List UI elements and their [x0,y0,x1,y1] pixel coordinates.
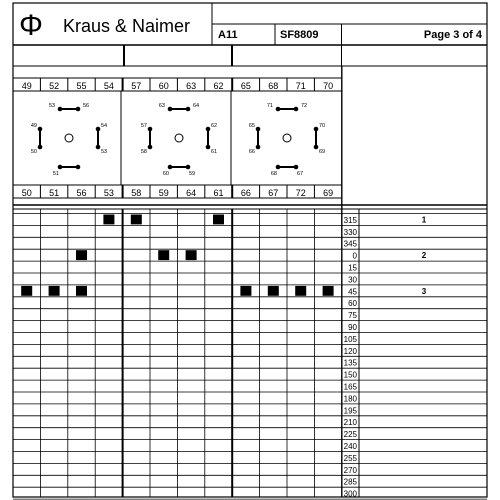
bottom-contact-number: 51 [49,188,60,198]
top-contact-number: 57 [131,81,142,91]
angle-label: 330 [343,227,357,237]
angle-label: 15 [348,263,357,273]
terminal-number: 62 [211,123,218,129]
angle-label: 315 [343,215,357,225]
terminal-number: 59 [189,171,196,177]
closed-contact-mark [186,250,197,260]
terminal-number: 53 [101,149,108,155]
closed-contact-mark [213,215,224,225]
contact-bridge [278,166,296,168]
contact-bridge [278,108,296,110]
terminal-dot [276,107,281,112]
top-contact-number: 70 [323,81,334,91]
bottom-contact-number: 53 [103,188,114,198]
terminal-number: 60 [162,171,169,177]
angle-label: 90 [348,323,357,332]
top-contact-number: 62 [213,81,224,91]
bottom-contact-number: 56 [76,188,87,198]
top-contact-number: 49 [21,81,32,91]
closed-contact-mark [158,250,169,260]
closed-contact-mark [268,286,279,296]
terminal-dot [96,127,101,132]
bottom-contact-number: 66 [240,188,251,198]
closed-contact-mark [49,286,60,296]
rotor-center [65,134,73,142]
bottom-contact-number: 67 [268,188,279,198]
closed-contact-mark [76,250,87,260]
terminal-dot [148,145,153,150]
terminal-number: 68 [270,171,277,177]
top-contact-number: 54 [103,81,114,91]
terminal-dot [38,145,43,150]
closed-contact-mark [240,286,251,296]
angle-label: 285 [343,477,357,487]
top-contact-number: 60 [158,81,169,91]
terminal-dot [38,127,43,132]
terminal-number: 67 [297,171,304,177]
top-contact-number: 71 [295,81,306,91]
terminal-dot [148,127,153,132]
terminal-number: 70 [319,123,326,129]
angle-label: 120 [343,346,357,356]
contact-bridge [149,129,151,147]
terminal-number: 66 [248,149,255,155]
position-labels [422,215,427,295]
terminal-dot [76,165,81,170]
bottom-contact-number: 69 [323,188,334,198]
top-contact-number: 68 [268,81,279,91]
terminal-number: 54 [101,123,108,129]
top-contact-number: 63 [186,81,197,91]
rotor-center [283,134,291,142]
terminal-dot [96,145,101,150]
doc-code: A11 [218,29,238,41]
terminal-number: 64 [193,103,200,109]
angle-label: 45 [348,287,357,297]
closed-contact-mark [131,215,142,225]
contact-bridge [257,129,259,147]
top-contact-number: 65 [240,81,251,91]
contact-diagram [141,103,217,177]
contact-bridge [60,108,78,110]
closed-contact-mark [295,286,306,296]
terminal-number: 71 [266,103,273,109]
angle-label: 150 [343,370,357,380]
top-contact-number: 55 [76,81,87,91]
terminal-dot [76,107,81,112]
bottom-contact-number: 58 [131,188,142,198]
terminal-number: 56 [83,103,90,109]
bottom-contact-number: 72 [295,188,306,198]
contact-diagram [249,103,325,177]
contact-bridge [60,166,78,168]
terminal-number: 57 [140,123,147,129]
contact-bridge [315,129,317,147]
angle-label: 30 [348,275,357,285]
closed-contact-mark [323,286,334,296]
terminal-dot [186,107,191,112]
position-label: 1 [421,215,427,225]
bottom-contact-number: 64 [186,188,197,198]
angle-label: 255 [343,453,357,463]
contact-diagrams [31,103,325,177]
contact-bridge [170,166,188,168]
angle-label: 165 [343,382,357,392]
terminal-dot [168,165,173,170]
terminal-number: 58 [140,149,147,155]
contact-bridge [170,108,188,110]
contact-diagram [31,103,107,177]
terminal-number: 65 [248,123,255,129]
terminal-dot [314,145,319,150]
terminal-number: 53 [48,103,55,109]
terminal-dot [168,107,173,112]
terminal-dot [186,165,191,170]
angle-label: 105 [343,334,357,344]
terminal-number: 51 [52,171,59,177]
contact-bridge [207,129,209,147]
bottom-contact-number: 50 [21,188,32,198]
terminal-dot [256,127,261,132]
closed-contact-mark [103,215,114,225]
angle-label: 225 [343,430,357,440]
angle-label: 75 [348,311,357,321]
bottom-contact-number: 59 [158,188,169,198]
angle-label: 0 [352,251,357,261]
angle-label: 300 [343,489,357,499]
page-number: Page 3 of 4 [423,29,482,41]
top-contact-number: 52 [49,81,60,91]
angle-label: 240 [343,442,357,451]
terminal-number: 72 [301,103,308,109]
position-label: 2 [421,251,427,261]
contact-bridge [97,129,99,147]
contact-bridge [39,129,41,147]
closed-contact-mark [21,286,32,296]
terminal-dot [206,127,211,132]
terminal-number: 63 [158,103,165,109]
angle-label: 135 [343,358,357,368]
angle-label: 270 [343,465,357,475]
terminal-number: 61 [211,149,218,155]
terminal-dot [276,165,281,170]
angle-label: 210 [343,418,357,428]
header [19,9,483,42]
drawing-number: SF8809 [280,29,319,41]
angle-label: 180 [343,394,357,404]
terminal-dot [294,165,299,170]
terminal-dot [58,165,63,170]
terminal-number: 50 [30,149,37,155]
terminal-dot [294,107,299,112]
terminal-dot [256,145,261,150]
angle-labels [344,216,358,499]
company-name: Kraus & Naimer [63,16,191,36]
terminal-number: 69 [319,149,326,155]
logo-symbol: Φ [19,9,43,42]
terminal-dot [206,145,211,150]
terminal-dot [314,127,319,132]
position-label: 3 [421,286,427,296]
closed-contact-mark [76,286,87,296]
angle-label: 195 [343,406,357,416]
terminal-dot [58,107,63,112]
terminal-number: 49 [30,123,37,129]
angle-label: 345 [343,239,357,249]
rotor-center [175,134,183,142]
outer-frame [13,3,487,497]
angle-label: 60 [348,299,357,309]
bottom-contact-number: 61 [213,188,224,198]
